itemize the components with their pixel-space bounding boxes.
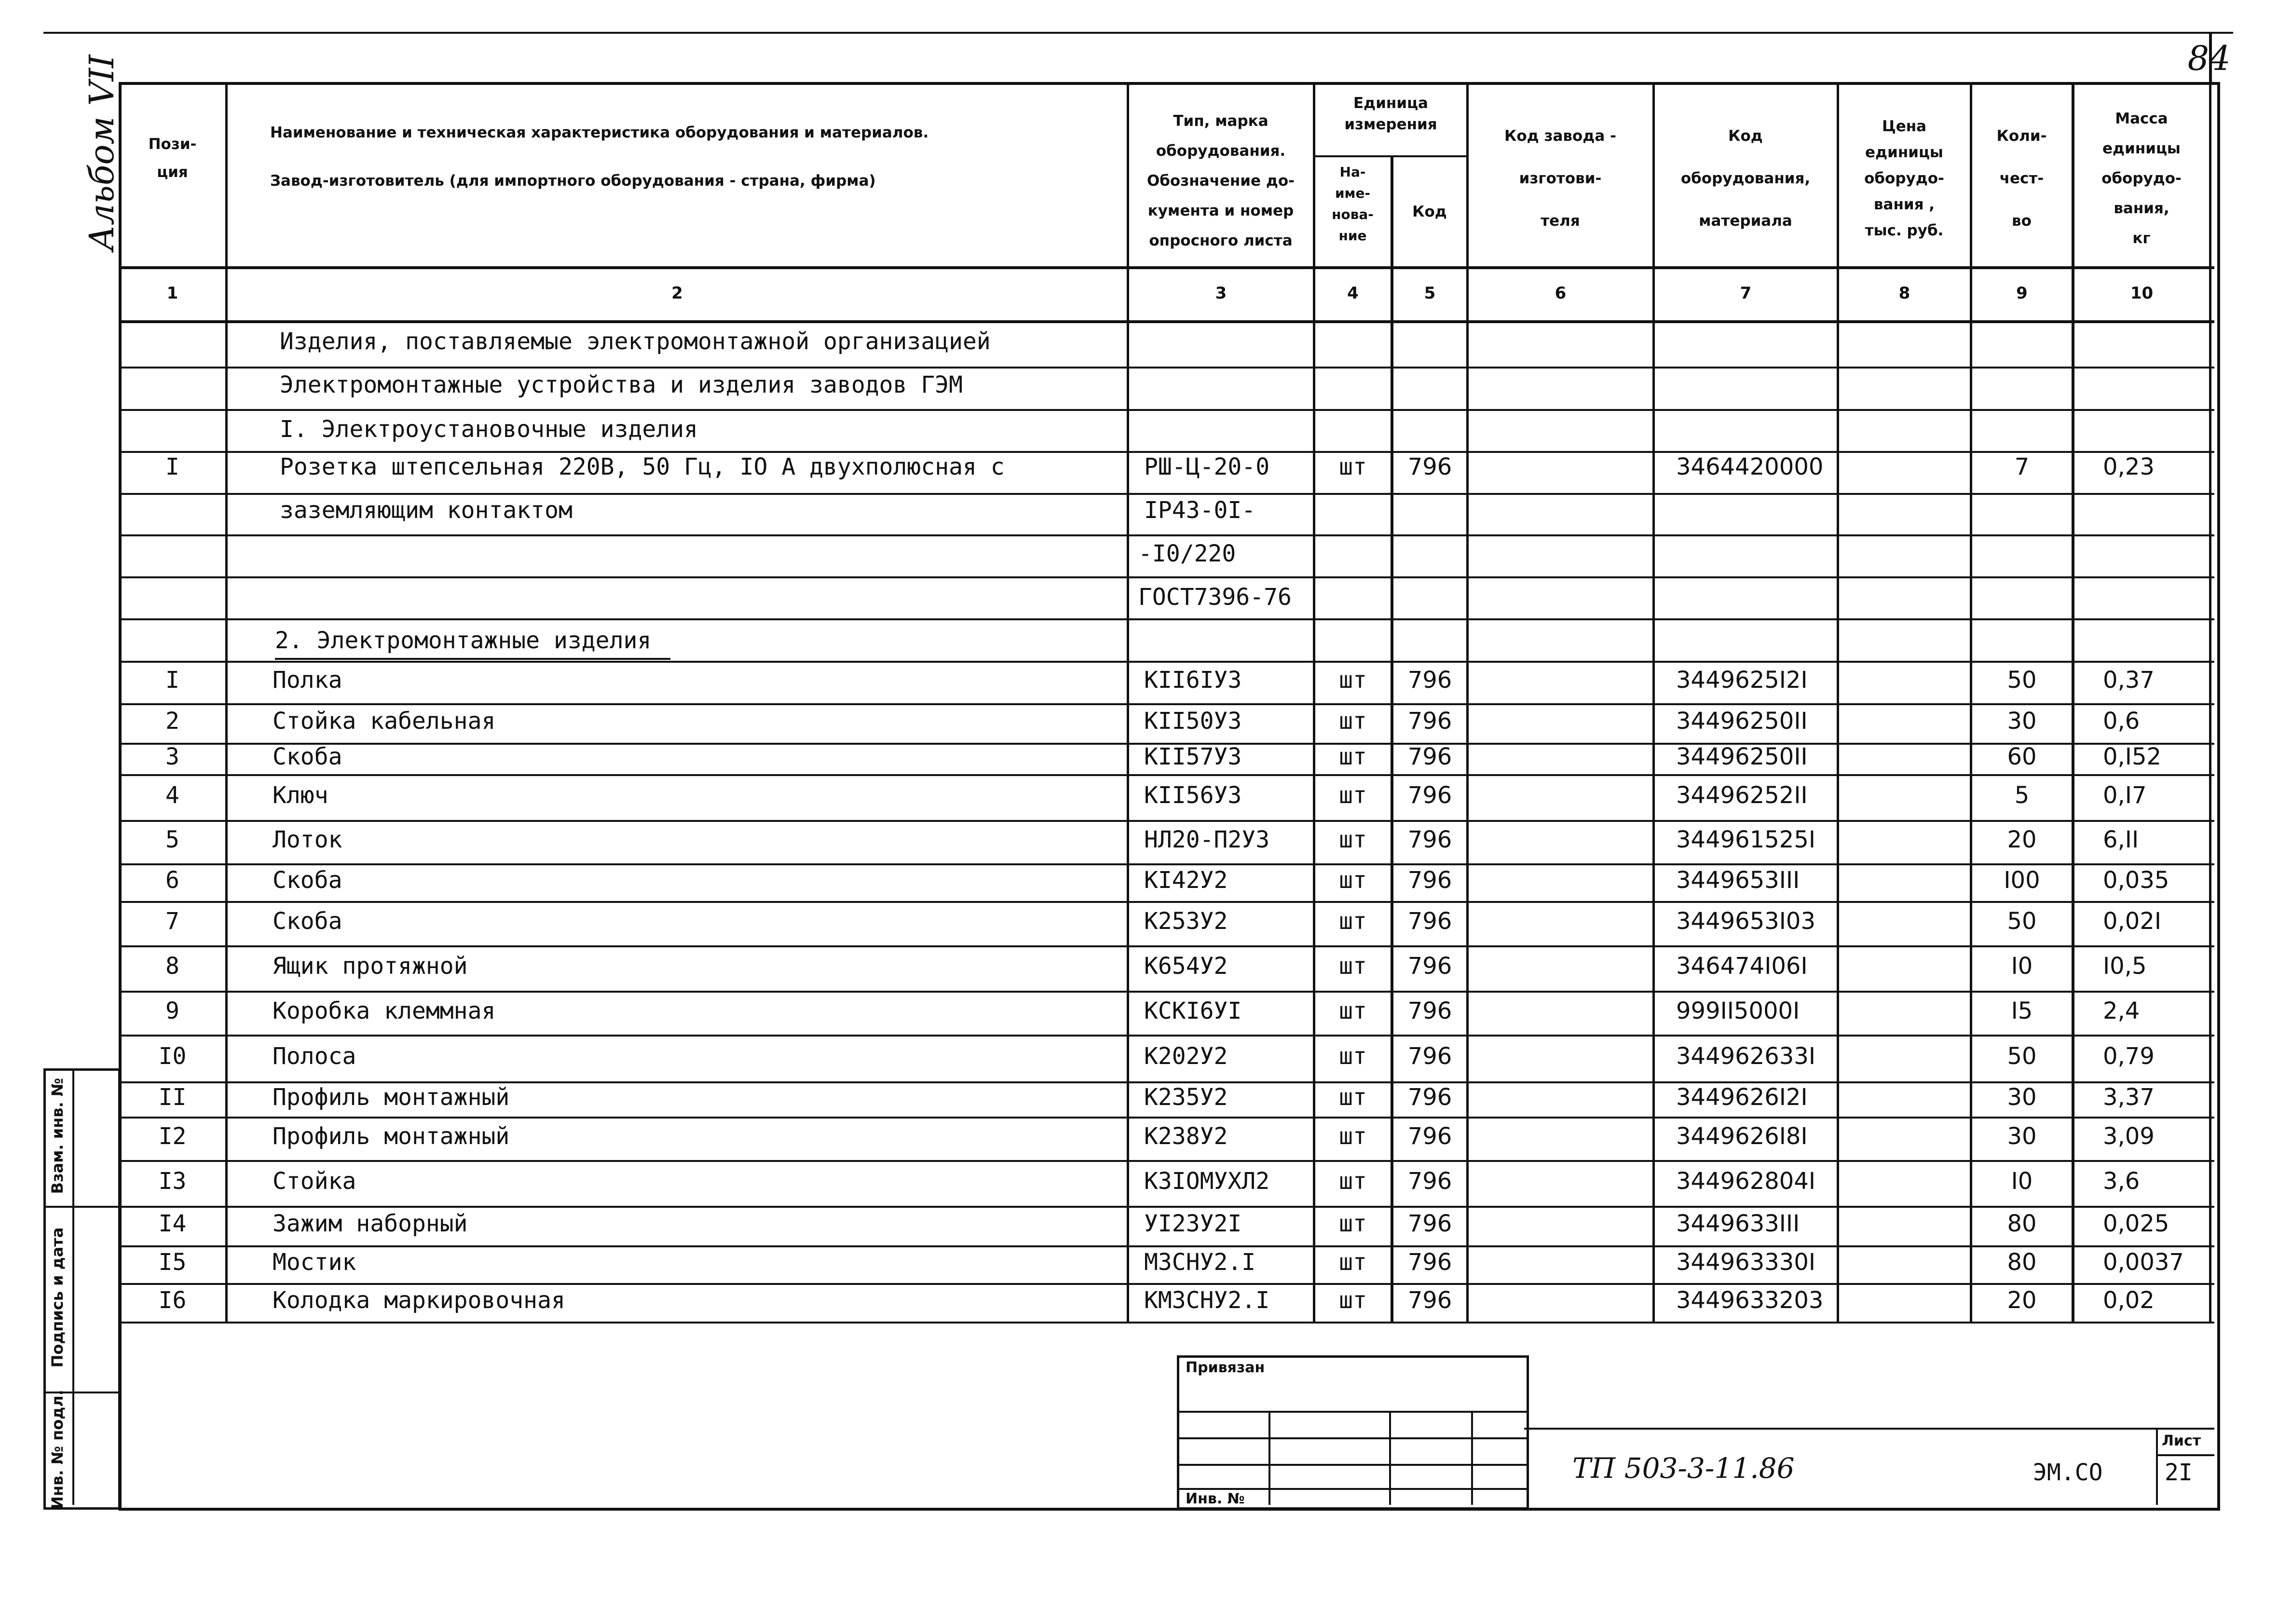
row-separator-line bbox=[119, 1081, 2214, 1083]
item-position: I6 bbox=[158, 1287, 187, 1314]
item-unit: шт bbox=[1339, 1167, 1367, 1195]
row-separator-line bbox=[119, 991, 2214, 993]
item-type: КII6IУ3 bbox=[1144, 667, 1242, 694]
item-code: 344962804I bbox=[1676, 1167, 1816, 1195]
header-unit-name: На- име- нова- ние bbox=[1332, 164, 1374, 244]
rozetka-name-line2: заземляющим контактом bbox=[280, 497, 573, 524]
col-num-4: 4 bbox=[1347, 284, 1359, 303]
item-quantity: 30 bbox=[2007, 1083, 2037, 1111]
header-numbers-line bbox=[119, 320, 2214, 323]
col-num-7: 7 bbox=[1740, 284, 1752, 303]
stamp-line-1 bbox=[1177, 1411, 1527, 1413]
item-code: 3449633III bbox=[1676, 1210, 1800, 1237]
header-factory-code: Код завода - изготови- теля bbox=[1504, 127, 1616, 230]
row-separator-line bbox=[119, 703, 2214, 705]
row-separator-line bbox=[119, 1245, 2214, 1247]
col-line-2 bbox=[1127, 82, 1129, 1322]
item-type: К238У2 bbox=[1144, 1123, 1228, 1150]
item-unit: шт bbox=[1339, 867, 1367, 894]
row-separator-line bbox=[119, 1322, 2214, 1324]
item-position: I4 bbox=[158, 1210, 187, 1237]
row-separator-line bbox=[119, 576, 2214, 578]
row-separator-line bbox=[119, 901, 2214, 903]
item-unit: шт bbox=[1339, 708, 1367, 735]
stamp-vline-1 bbox=[1269, 1411, 1270, 1505]
item-unit: шт bbox=[1339, 908, 1367, 935]
item-name: Скоба bbox=[273, 908, 342, 935]
item-mass: 0,02I bbox=[2103, 908, 2162, 935]
rozetka-type-line1: РШ-Ц-20-0 bbox=[1144, 453, 1270, 480]
item-name: Коробка клеммная bbox=[273, 997, 496, 1024]
col-line-5 bbox=[1466, 82, 1469, 1322]
col-num-5: 5 bbox=[1424, 284, 1436, 303]
document-mark: ЭМ.СО bbox=[2033, 1459, 2103, 1486]
item-mass: 6,II bbox=[2103, 826, 2139, 853]
header-position: Пози- ция bbox=[148, 136, 197, 181]
item-quantity: 30 bbox=[2007, 1123, 2037, 1150]
item-unit-code: 796 bbox=[1407, 1123, 1452, 1150]
item-unit-code: 796 bbox=[1407, 1249, 1452, 1276]
item-quantity: 50 bbox=[2007, 908, 2037, 935]
item-unit-code: 796 bbox=[1407, 867, 1452, 894]
item-unit-code: 796 bbox=[1407, 1083, 1452, 1111]
title-block-list-divider bbox=[2156, 1454, 2214, 1456]
rozetka-unit-code: 796 bbox=[1407, 453, 1452, 480]
item-unit-code: 796 bbox=[1407, 908, 1452, 935]
item-mass: 3,09 bbox=[2103, 1123, 2155, 1150]
side-stamp-divider-1 bbox=[43, 1206, 119, 1208]
item-position: I bbox=[165, 667, 179, 694]
item-type: УI23У2I bbox=[1144, 1210, 1242, 1237]
item-unit: шт bbox=[1339, 1287, 1367, 1314]
section-heading-underline bbox=[275, 658, 670, 660]
item-quantity: 20 bbox=[2007, 1287, 2037, 1314]
item-name: Скоба bbox=[273, 867, 342, 894]
item-unit: шт bbox=[1339, 743, 1367, 770]
row-separator-line bbox=[119, 1035, 2214, 1037]
item-type: К654У2 bbox=[1144, 953, 1228, 980]
item-name: Стойка bbox=[273, 1167, 356, 1195]
stamp-line-4 bbox=[1177, 1488, 1527, 1490]
section-heading-electro: 2. Электромонтажные изделия bbox=[275, 627, 652, 654]
item-position: 3 bbox=[165, 743, 179, 770]
item-position: 8 bbox=[165, 953, 179, 980]
item-quantity: 50 bbox=[2007, 667, 2037, 694]
item-type: К3IOМУХЛ2 bbox=[1144, 1167, 1270, 1195]
item-quantity: 20 bbox=[2007, 826, 2037, 853]
item-name: Полоса bbox=[273, 1042, 356, 1070]
row-separator-line bbox=[119, 1117, 2214, 1119]
col-line-6 bbox=[1652, 82, 1655, 1322]
item-quantity: 5 bbox=[2014, 781, 2030, 809]
row-separator-line bbox=[119, 534, 2214, 536]
item-quantity: 60 bbox=[2007, 743, 2037, 770]
side-label-podpis: Подпись и дата bbox=[48, 1227, 67, 1368]
header-equipment-code: Код оборудования, материала bbox=[1680, 127, 1811, 230]
item-position: 4 bbox=[165, 781, 179, 809]
item-position: II bbox=[158, 1083, 187, 1111]
item-code: 346474I06I bbox=[1676, 953, 1808, 980]
list-label: Лист bbox=[2162, 1433, 2201, 1449]
top-border-line bbox=[43, 32, 2233, 34]
section-heading-gem: Электромонтажные устройства и изделия заводов ГЭМ bbox=[280, 371, 963, 398]
header-bottom-line bbox=[119, 266, 2214, 269]
header-unit: Единица измерения bbox=[1344, 95, 1437, 133]
row-separator-line bbox=[119, 661, 2214, 663]
item-quantity: I00 bbox=[2004, 867, 2040, 894]
header-unit-code: Код bbox=[1412, 203, 1447, 220]
item-position: 7 bbox=[165, 908, 179, 935]
item-code: 3449625I2I bbox=[1676, 667, 1808, 694]
header-name: Наименование и техническая характеристика оборудования и материалов. Завод-изготовитель (для импортного оборудования - страна, фирма) bbox=[270, 124, 929, 190]
title-block-list-line bbox=[2156, 1428, 2158, 1505]
item-name: Скоба bbox=[273, 743, 342, 770]
col-num-10: 10 bbox=[2130, 284, 2154, 303]
row-separator-line bbox=[119, 863, 2214, 865]
privyazan-label: Привязан bbox=[1186, 1359, 1265, 1376]
item-type: КI42У2 bbox=[1144, 867, 1228, 894]
item-quantity: 80 bbox=[2007, 1249, 2037, 1276]
item-mass: 0,37 bbox=[2103, 667, 2155, 694]
item-quantity: I0 bbox=[2011, 953, 2033, 980]
item-type: КII56У3 bbox=[1144, 781, 1242, 809]
header-mass: Масса единицы оборудо- вания, кг bbox=[2101, 110, 2182, 247]
row-separator-line bbox=[119, 820, 2214, 822]
stamp-line-3 bbox=[1177, 1464, 1527, 1466]
item-name: Стойка кабельная bbox=[273, 708, 496, 735]
rozetka-qty: 7 bbox=[2014, 453, 2030, 480]
item-position: 5 bbox=[165, 826, 179, 853]
item-name: Колодка маркировочная bbox=[273, 1287, 565, 1314]
col-num-6: 6 bbox=[1555, 284, 1567, 303]
item-mass: 0,0037 bbox=[2103, 1249, 2184, 1276]
item-mass: 0,I52 bbox=[2103, 743, 2162, 770]
row-separator-line bbox=[119, 1283, 2214, 1285]
title-block-top-line bbox=[1524, 1428, 2214, 1430]
item-unit-code: 796 bbox=[1407, 826, 1452, 853]
item-code: 999II5000I bbox=[1676, 997, 1800, 1024]
item-unit: шт bbox=[1339, 997, 1367, 1024]
col-num-1: 1 bbox=[166, 284, 178, 303]
item-type: К235У2 bbox=[1144, 1083, 1228, 1111]
col-line-9 bbox=[2072, 82, 2074, 1322]
item-mass: 0,035 bbox=[2103, 867, 2169, 894]
list-number: 2I bbox=[2165, 1459, 2193, 1486]
header-type: Тип, марка оборудования. Обозначение до- кумента и номер опросного листа bbox=[1146, 112, 1295, 249]
rozetka-mass: 0,23 bbox=[2103, 453, 2155, 480]
privyazan-box bbox=[1177, 1355, 1529, 1510]
item-mass: 0,79 bbox=[2103, 1042, 2155, 1070]
page-number: 84 bbox=[2187, 39, 2231, 78]
side-label-inv-podl: Инв. № подл. bbox=[48, 1390, 67, 1509]
item-unit-code: 796 bbox=[1407, 781, 1452, 809]
item-quantity: 50 bbox=[2007, 1042, 2037, 1070]
side-stamp-inner-line bbox=[72, 1068, 74, 1505]
item-type: КСКI6УI bbox=[1144, 997, 1242, 1024]
item-unit: шт bbox=[1339, 781, 1367, 809]
header-quantity: Коли- чест- во bbox=[1996, 127, 2047, 230]
item-position: 9 bbox=[165, 997, 179, 1024]
rozetka-type-line3: -I0/220 bbox=[1138, 540, 1236, 567]
item-unit-code: 796 bbox=[1407, 1210, 1452, 1237]
col-num-8: 8 bbox=[1898, 284, 1910, 303]
item-mass: 3,37 bbox=[2103, 1083, 2155, 1111]
item-mass: 0,02 bbox=[2103, 1287, 2155, 1314]
stamp-vline-2 bbox=[1389, 1411, 1391, 1505]
item-code: 344962633I bbox=[1676, 1042, 1816, 1070]
item-unit-code: 796 bbox=[1407, 1167, 1452, 1195]
item-mass: I0,5 bbox=[2103, 953, 2147, 980]
item-name: Зажим наборный bbox=[273, 1210, 468, 1237]
item-type: КМЗСНУ2.I bbox=[1144, 1287, 1270, 1314]
rozetka-name-line1: Розетка штепсельная 220В, 50 Гц, IO А двухполюсная с bbox=[280, 453, 1005, 480]
item-quantity: I5 bbox=[2011, 997, 2033, 1024]
item-type: К202У2 bbox=[1144, 1042, 1228, 1070]
section-heading-supplied: Изделия, поставляемые электромонтажной организацией bbox=[280, 328, 991, 355]
row-separator-line bbox=[119, 618, 2214, 620]
item-name: Профиль монтажный bbox=[273, 1083, 510, 1111]
item-mass: 2,4 bbox=[2103, 997, 2140, 1024]
item-unit: шт bbox=[1339, 667, 1367, 694]
row-separator-line bbox=[119, 945, 2214, 947]
side-label-vzam: Взам. инв. № bbox=[48, 1078, 67, 1194]
col-line-10 bbox=[2209, 82, 2211, 1322]
item-code: 34496252II bbox=[1676, 781, 1808, 809]
item-mass: 0,I7 bbox=[2103, 781, 2147, 809]
col-num-9: 9 bbox=[2016, 284, 2028, 303]
item-unit-code: 796 bbox=[1407, 997, 1452, 1024]
item-name: Мостик bbox=[273, 1249, 356, 1276]
item-mass: 0,025 bbox=[2103, 1210, 2169, 1237]
item-code: 344961525I bbox=[1676, 826, 1816, 853]
item-unit-code: 796 bbox=[1407, 953, 1452, 980]
item-code: 344963330I bbox=[1676, 1249, 1816, 1276]
header-price: Цена единицы оборудо- вания , тыс. руб. bbox=[1864, 118, 1944, 239]
rozetka-type-line4: ГОСТ7396-76 bbox=[1138, 584, 1292, 611]
item-unit-code: 796 bbox=[1407, 743, 1452, 770]
item-unit: шт bbox=[1339, 1210, 1367, 1237]
item-unit: шт bbox=[1339, 1123, 1367, 1150]
row-separator-line bbox=[119, 493, 2214, 495]
document-code: ТП 503-3-11.86 bbox=[1572, 1452, 1795, 1485]
item-position: I3 bbox=[158, 1167, 187, 1195]
item-name: Лоток bbox=[273, 826, 342, 853]
item-name: Полка bbox=[273, 667, 342, 694]
item-unit-code: 796 bbox=[1407, 667, 1452, 694]
item-unit-code: 796 bbox=[1407, 1042, 1452, 1070]
section-heading-installation: I. Электроустановочные изделия bbox=[280, 416, 698, 443]
item-unit: шт bbox=[1339, 1249, 1367, 1276]
item-code: 3449633203 bbox=[1676, 1287, 1824, 1314]
row-separator-line bbox=[119, 1206, 2214, 1208]
col-num-2: 2 bbox=[671, 284, 683, 303]
item-unit: шт bbox=[1339, 953, 1367, 980]
item-position: I5 bbox=[158, 1249, 187, 1276]
rozetka-type-line2: IP43-0I- bbox=[1144, 497, 1256, 524]
item-quantity: 80 bbox=[2007, 1210, 2037, 1237]
item-unit: шт bbox=[1339, 1083, 1367, 1111]
item-code: 3449626I2I bbox=[1676, 1083, 1808, 1111]
item-unit-code: 796 bbox=[1407, 1287, 1452, 1314]
item-unit: шт bbox=[1339, 826, 1367, 853]
album-label: Альбом VII bbox=[82, 55, 122, 251]
item-position: 2 bbox=[165, 708, 179, 735]
item-mass: 0,6 bbox=[2103, 708, 2140, 735]
row-separator-line bbox=[119, 774, 2214, 776]
item-type: К253У2 bbox=[1144, 908, 1228, 935]
stamp-line-2 bbox=[1177, 1437, 1527, 1439]
row-separator-line bbox=[119, 367, 2214, 368]
item-quantity: I0 bbox=[2011, 1167, 2033, 1195]
unit-subheader-line bbox=[1313, 155, 1466, 157]
item-name: Профиль монтажный bbox=[273, 1123, 510, 1150]
item-mass: 3,6 bbox=[2103, 1167, 2140, 1195]
row-separator-line bbox=[119, 409, 2214, 411]
item-position: I2 bbox=[158, 1123, 187, 1150]
item-position: I0 bbox=[158, 1042, 187, 1070]
item-type: МЗСНУ2.I bbox=[1144, 1249, 1256, 1276]
item-type: КII50У3 bbox=[1144, 708, 1242, 735]
col-num-3: 3 bbox=[1215, 284, 1227, 303]
item-code: 34496250II bbox=[1676, 708, 1808, 735]
item-name: Ящик протяжной bbox=[273, 953, 468, 980]
rozetka-unit: шт bbox=[1339, 453, 1367, 480]
item-unit-code: 796 bbox=[1407, 708, 1452, 735]
inv-no-label: Инв. № bbox=[1186, 1490, 1245, 1507]
stamp-vline-3 bbox=[1471, 1411, 1473, 1505]
item-name: Ключ bbox=[273, 781, 328, 809]
row-separator-line bbox=[119, 1160, 2214, 1162]
item-code: 34496250II bbox=[1676, 743, 1808, 770]
item-quantity: 30 bbox=[2007, 708, 2037, 735]
rozetka-code: 3464420000 bbox=[1676, 453, 1824, 480]
item-type: КII57У3 bbox=[1144, 743, 1242, 770]
rozetka-pos: I bbox=[165, 453, 179, 480]
item-code: 3449653III bbox=[1676, 867, 1800, 894]
item-code: 3449626I8I bbox=[1676, 1123, 1808, 1150]
item-code: 3449653I03 bbox=[1676, 908, 1816, 935]
col-line-1 bbox=[225, 82, 228, 1322]
item-type: НЛ20-П2У3 bbox=[1144, 826, 1270, 853]
item-unit: шт bbox=[1339, 1042, 1367, 1070]
item-position: 6 bbox=[165, 867, 179, 894]
col-line-7 bbox=[1837, 82, 1839, 1322]
row-separator-line bbox=[119, 451, 2214, 453]
